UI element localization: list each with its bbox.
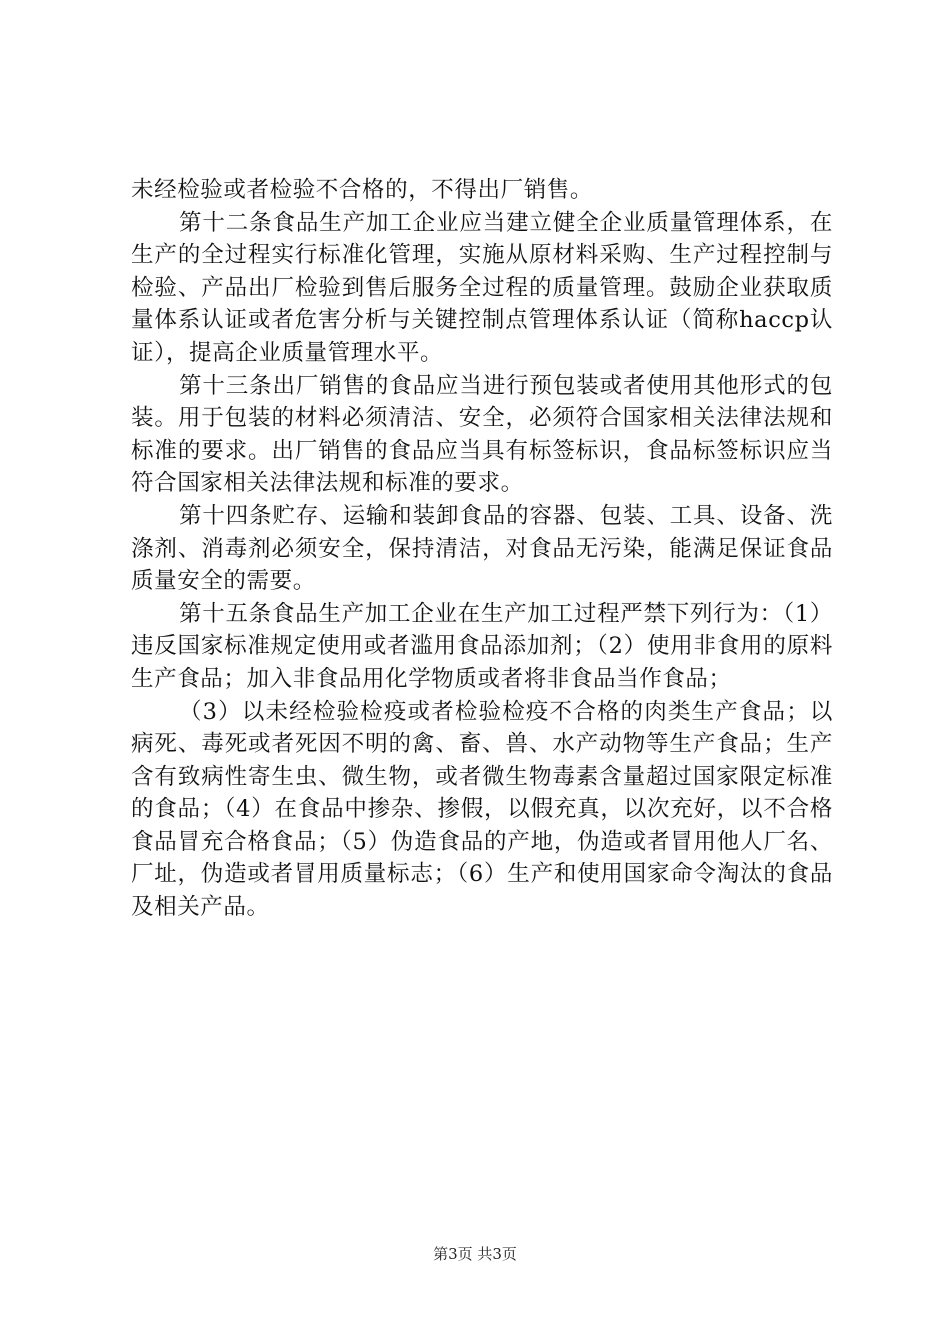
paragraph-article-14: 第十四条贮存、运输和装卸食品的容器、包装、工具、设备、洗涤剂、消毒剂必须安全，保持清洁，对食品无污染，能满足保证食品质量安全的需要。: [131, 502, 833, 595]
paragraph-article-12: 第十二条食品生产加工企业应当建立健全企业质量管理体系，在生产的全过程实行标准化管理，实施从原材料采购、生产过程控制与检验、产品出厂检验到售后服务全过程的质量管理。鼓励企业获取质量体系认证或者危害分析与关键控制点管理体系认证（简称haccp认证），提高企业质量管理水平。: [131, 209, 833, 366]
document-body: [131, 174, 833, 924]
page-number-label: 第3页 共3页: [433, 1245, 517, 1263]
paragraph-article-13: 第十三条出厂销售的食品应当进行预包装或者使用其他形式的包装。用于包装的材料必须清洁、安全，必须符合国家相关法律法规和标准的要求。出厂销售的食品应当具有标签标识，食品标签标识应当符合国家相关法律法规和标准的要求。: [131, 372, 833, 497]
page-footer: [0, 1244, 950, 1264]
paragraph-article-15-continued: （3）以未经检验检疫或者检验检疫不合格的肉类生产食品；以病死、毒死或者死因不明的禽、畜、兽、水产动物等生产食品；生产含有致病性寄生虫、微生物，或者微生物毒素含量超过国家限定标准的食品；（4）在食品中掺杂、掺假，以假充真，以次充好，以不合格食品冒充合格食品；（5）伪造食品的产地，伪造或者冒用他人厂名、厂址，伪造或者冒用质量标志；（6）生产和使用国家命令淘汰的食品及相关产品。: [131, 698, 833, 921]
paragraph-continuation: 未经检验或者检验不合格的，不得出厂销售。: [131, 177, 594, 203]
paragraph-article-15: 第十五条食品生产加工企业在生产加工过程严禁下列行为：（1）违反国家标准规定使用或者滥用食品添加剂；（2）使用非食用的原料生产食品；加入非食品用化学物质或者将非食品当作食品；: [131, 600, 833, 692]
